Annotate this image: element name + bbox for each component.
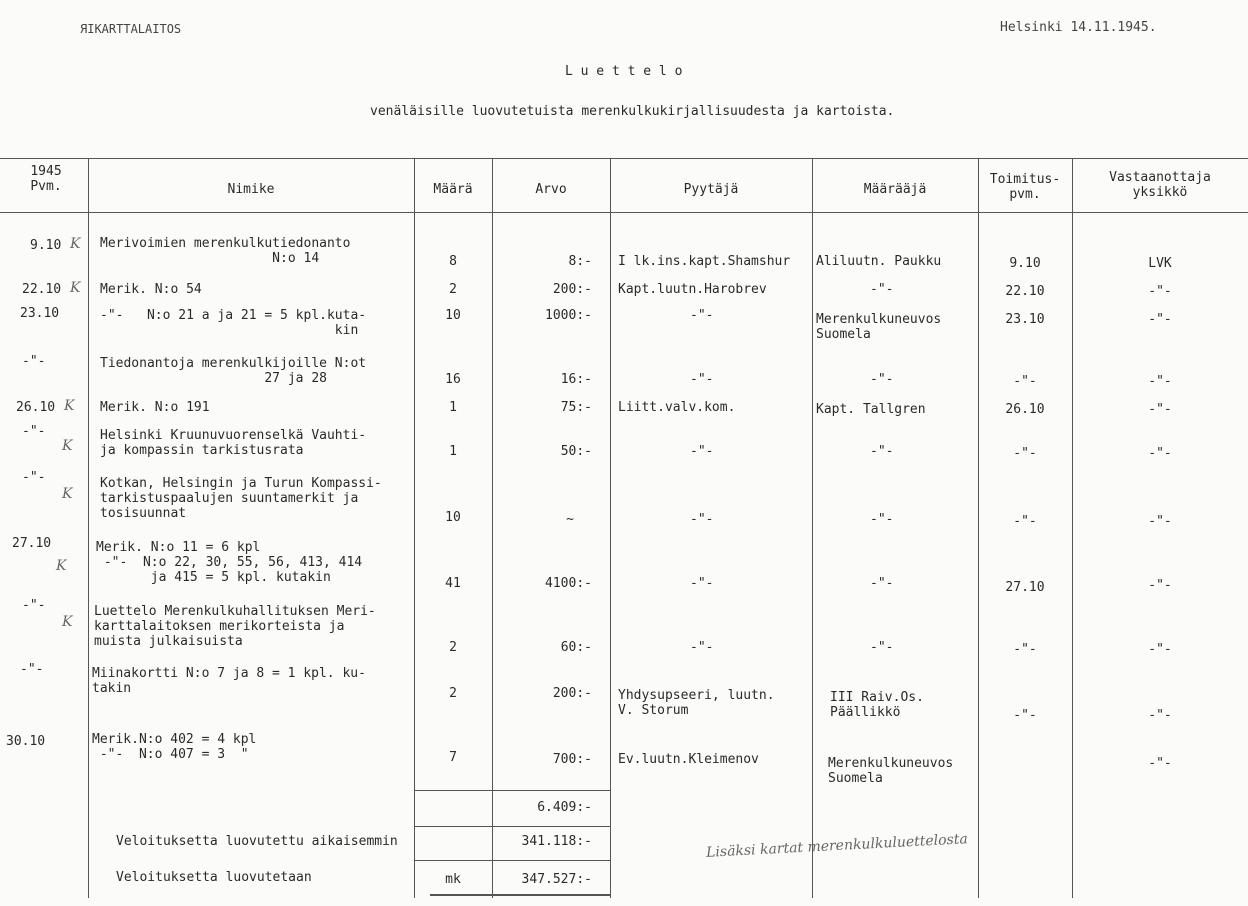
- place-date: Helsinki 14.11.1945.: [1000, 20, 1157, 35]
- row-date: -"-: [20, 662, 44, 677]
- row-date: 27.10: [12, 536, 52, 551]
- row-qty: 2: [449, 686, 457, 701]
- row-title: Merik.N:o 402 = 4 kpl -"- N:o 407 = 3 ": [92, 732, 257, 762]
- row-delivered: 23.10: [1005, 312, 1045, 327]
- page-subtitle: venäläisille luovutetuista merenkulkukirjallisuudesta ja kartoista.: [370, 104, 895, 119]
- col-header-nimike: Nimike: [227, 182, 275, 197]
- row-delivered: -"-: [1013, 514, 1037, 529]
- row-value: 200:-: [552, 686, 592, 701]
- row-title: Merivoimien merenkulkutiedonanto N:o 14: [100, 236, 351, 266]
- row-date: -"-: [22, 598, 46, 613]
- col-header-pvm: 1945 Pvm.: [30, 164, 62, 194]
- row-qty: 10: [445, 510, 461, 525]
- row-qty: 2: [449, 640, 457, 655]
- col-header-maara: Määrä: [433, 182, 473, 197]
- row-qty: 8: [449, 254, 457, 269]
- row-orderer: Kapt. Tallgren: [816, 402, 926, 417]
- row-unit: -"-: [1148, 312, 1172, 327]
- row-requester: Liitt.valv.kom.: [618, 400, 736, 415]
- row-value: 200:-: [552, 282, 592, 297]
- now-label: Veloituksetta luovutetaan: [116, 870, 312, 885]
- row-value: 16:-: [560, 372, 592, 387]
- row-requester: I lk.ins.kapt.Shamshur: [618, 254, 791, 269]
- row-orderer: Merenkulkuneuvos Suomela: [828, 756, 954, 786]
- row-qty: 16: [445, 372, 461, 387]
- row-mark: K: [62, 614, 73, 630]
- col-header-arvo: Arvo: [535, 182, 567, 197]
- col-header-vastaanottaja: Vastaanottaja yksikkö: [1109, 170, 1211, 200]
- row-value: ~: [566, 512, 574, 527]
- row-unit: -"-: [1148, 446, 1172, 461]
- row-title: Tiedonantoja merenkulkijoille N:ot 27 ja 28: [100, 356, 367, 386]
- row-requester: -"-: [690, 576, 714, 591]
- row-title: Luettelo Merenkulkuhallituksen Meri- karttalaitoksen merikorteista ja muista julkaisuista: [94, 604, 376, 649]
- row-date: 30.10: [6, 734, 46, 749]
- row-value: 75:-: [560, 400, 592, 415]
- row-qty: 1: [449, 400, 457, 415]
- row-orderer: -"-: [870, 372, 894, 387]
- row-unit: -"-: [1148, 578, 1172, 593]
- row-delivered: 27.10: [1005, 580, 1045, 595]
- row-date: 23.10: [20, 306, 60, 321]
- row-orderer: III Raiv.Os. Päällikkö: [830, 690, 924, 720]
- row-requester: Yhdysupseeri, luutn. V. Storum: [618, 688, 775, 718]
- row-delivered: 9.10: [1009, 256, 1041, 271]
- row-qty: 7: [449, 750, 457, 765]
- row-title: Merik. N:o 191: [100, 400, 210, 415]
- row-title: Helsinki Kruunuvuorenselkä Vauhti- ja kompassin tarkistusrata: [100, 428, 367, 458]
- row-unit: -"-: [1148, 756, 1172, 771]
- earlier-value: 341.118:-: [521, 834, 592, 849]
- row-orderer: Merenkulkuneuvos Suomela: [816, 312, 942, 342]
- now-value: 347.527:-: [521, 872, 592, 887]
- row-delivered: 22.10: [1005, 284, 1045, 299]
- row-title: Merik. N:o 54: [100, 282, 202, 297]
- row-title: Kotkan, Helsingin ja Turun Kompassi- tarkistuspaalujen suuntamerkit ja tosisuunnat: [100, 476, 382, 521]
- row-value: 60:-: [560, 640, 592, 655]
- row-value: 1000:-: [545, 308, 592, 323]
- earlier-label: Veloituksetta luovutettu aikaisemmin: [116, 834, 398, 849]
- row-unit: -"-: [1148, 374, 1172, 389]
- row-date: -"-: [22, 424, 46, 439]
- row-mark: K: [62, 438, 73, 454]
- row-unit: -"-: [1148, 284, 1172, 299]
- row-unit: -"-: [1148, 642, 1172, 657]
- row-requester: -"-: [690, 512, 714, 527]
- row-delivered: -"-: [1013, 708, 1037, 723]
- row-qty: 1: [449, 444, 457, 459]
- row-orderer: -"-: [870, 444, 894, 459]
- row-qty: 2: [449, 282, 457, 297]
- subtotal-value: 6.409:-: [537, 800, 592, 815]
- row-orderer: Aliluutn. Paukku: [816, 254, 942, 269]
- row-value: 4100:-: [545, 576, 592, 591]
- row-title: Miinakortti N:o 7 ja 8 = 1 kpl. ku- takin: [92, 666, 366, 696]
- row-orderer: -"-: [870, 576, 894, 591]
- row-mark: K: [62, 486, 73, 502]
- row-mark: K: [56, 558, 67, 574]
- row-unit: -"-: [1148, 708, 1172, 723]
- row-requester: Ev.luutn.Kleimenov: [618, 752, 759, 767]
- row-value: 8:-: [568, 254, 592, 269]
- row-unit: LVK: [1148, 256, 1172, 271]
- row-title: Merik. N:o 11 = 6 kpl -"- N:o 22, 30, 55, 56, 413, 414 ja 415 = 5 kpl. kutakin: [96, 540, 363, 585]
- row-mark: K: [70, 236, 81, 252]
- col-header-pyytaja: Pyytäjä: [683, 182, 739, 197]
- row-qty: 41: [445, 576, 461, 591]
- row-requester: -"-: [690, 640, 714, 655]
- row-date: 22.10: [22, 282, 62, 297]
- row-mark: K: [64, 398, 75, 414]
- row-date: -"-: [22, 470, 46, 485]
- row-qty: 10: [445, 308, 461, 323]
- row-delivered: -"-: [1013, 446, 1037, 461]
- row-orderer: -"-: [870, 640, 894, 655]
- row-unit: -"-: [1148, 514, 1172, 529]
- row-date: 9.10: [30, 238, 62, 253]
- col-header-toimitus: Toimitus- pvm.: [989, 172, 1061, 202]
- col-header-maaraaja: Määrääjä: [863, 182, 927, 197]
- org-name: ЯIKARTTALAITOS: [80, 22, 182, 36]
- row-delivered: -"-: [1013, 374, 1037, 389]
- row-value: 50:-: [560, 444, 592, 459]
- row-requester: Kapt.luutn.Harobrev: [618, 282, 767, 297]
- row-title: -"- N:o 21 a ja 21 = 5 kpl.kuta- kin: [100, 308, 367, 338]
- row-requester: -"-: [690, 308, 714, 323]
- row-requester: -"-: [690, 444, 714, 459]
- row-value: 700:-: [552, 752, 592, 767]
- row-delivered: -"-: [1013, 642, 1037, 657]
- now-currency: mk: [445, 872, 461, 887]
- row-requester: -"-: [690, 372, 714, 387]
- row-delivered: 26.10: [1005, 402, 1045, 417]
- handwritten-note: Lisäksi kartat merenkulkuluettelosta: [705, 831, 969, 861]
- row-mark: K: [70, 280, 81, 296]
- row-date: -"-: [22, 354, 46, 369]
- row-orderer: -"-: [870, 512, 894, 527]
- page-title: L u e t t e l o: [565, 64, 683, 79]
- row-unit: -"-: [1148, 402, 1172, 417]
- row-orderer: -"-: [870, 282, 894, 297]
- row-date: 26.10: [16, 400, 56, 415]
